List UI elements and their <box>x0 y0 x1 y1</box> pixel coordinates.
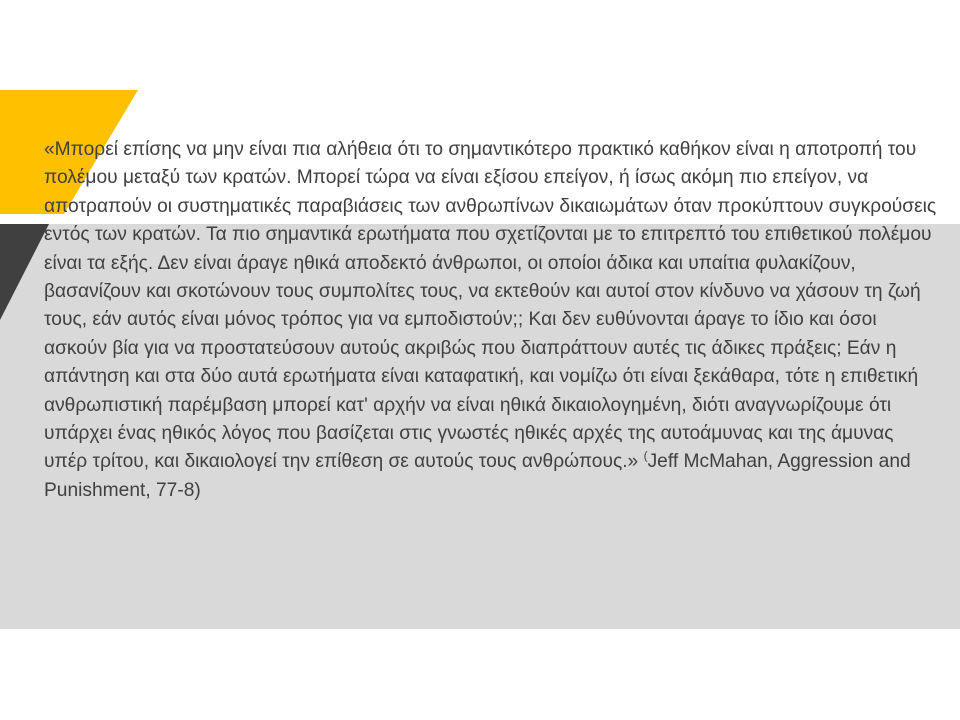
citation-mark: ( <box>643 449 648 464</box>
quote-citation: Jeff McMahan, Aggression and Punishment, 77-8) <box>44 451 911 501</box>
quote-text-box <box>44 136 939 505</box>
quote-text: «Μπορεί επίσης να μην είναι πια αλήθεια ότι το σημαντικότερο πρακτικό καθήκον είναι η αποτροπή του πολέμου μεταξύ των κρατών. Μπορεί τώρα να είναι εξίσου επείγον, ή ίσως ακόμη πιο επείγον, να αποτραπούν οι συστηματικές παραβιάσεις των ανθρωπίνων δικαιωμάτων όταν προκύπτουν συγκρούσεις εντός των κρατών. Τα πιο σημαντικά ερωτήματα που σχετίζονται με το επιτρεπτό του επιθετικού πολέμου είναι τα εξής. Δεν είναι άραγε ηθικά αποδεκτό άνθρωποι, οι οποίοι άδικα και υπαίτια φυλακίζουν, βασανίζουν και σκοτώνουν τους συμπολίτες τους, να εκτεθούν και αυτοί στον κίνδυνο να χάσουν τη ζωή τους, εάν αυτός είναι μόνος τρόπος για να εμποδιστούν;; Και δεν ευθύνονται άραγε το ίδιο και όσοι ασκούν βία για να προστατεύσουν αυτούς ακριβώς που διαπράττουν αυτές τις άδικες πράξεις; Εάν η απάντηση και στα δύο αυτά ερωτήματα είναι καταφατική, και νομίζω ότι είναι ξεκάθαρα, τότε η επιθετική ανθρωπιστική παρέμβαση μπορεί κατ' αρχήν να είναι ηθικά δικαιολογημένη, διότι αναγνωρίζουμε ότι υπάρχει ένας ηθικός λόγος που βασίζεται στις γνωστές ηθικές αρχές της αυτοάμυνας και της άμυνας υπέρ τρίτου, και δικαιολογεί την επίθεση σε αυτούς τους ανθρώπους.» <box>44 139 937 473</box>
